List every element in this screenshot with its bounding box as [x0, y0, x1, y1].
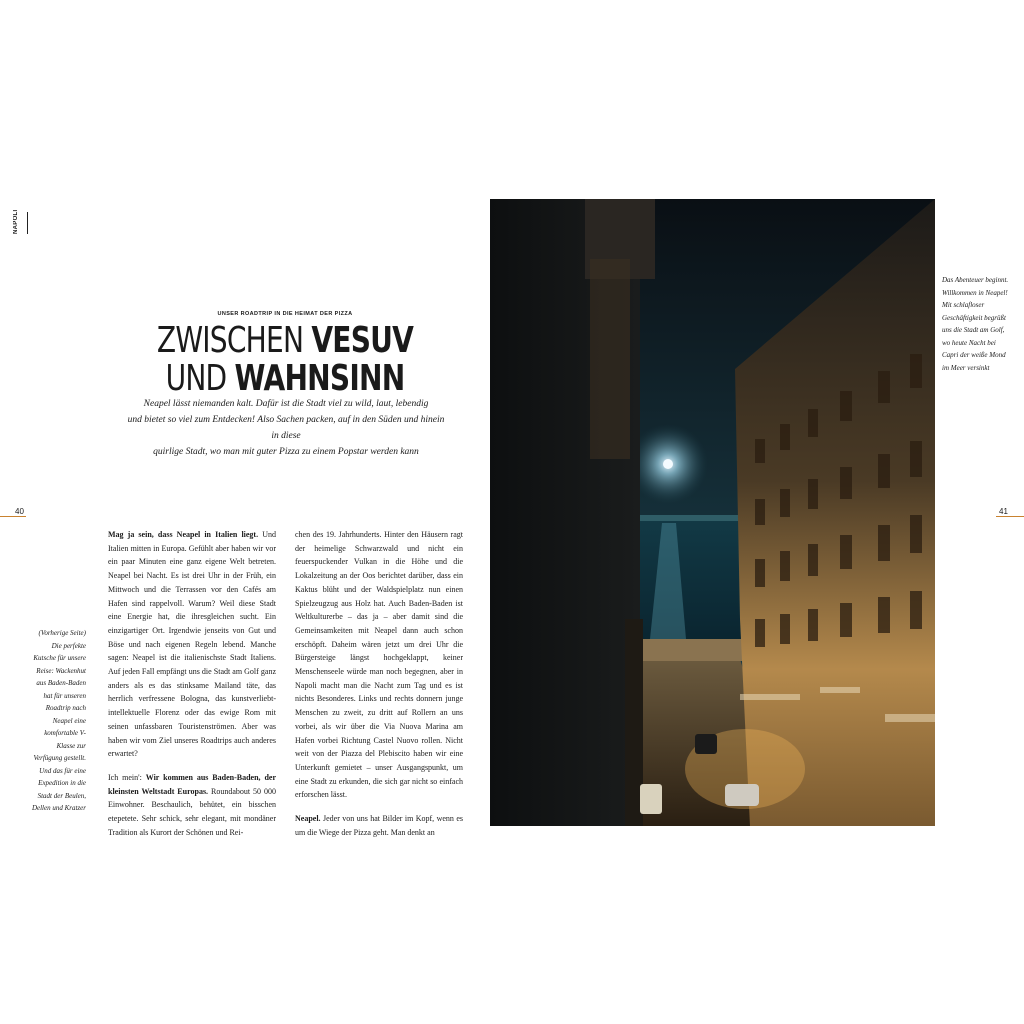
body-column-2	[295, 528, 463, 849]
headline-bold-1: VESUV	[311, 320, 414, 361]
body-lead-in: Wir kommen aus Baden-Baden, der kleinsten Weltstadt Europas.	[108, 772, 277, 796]
headline-line-2	[156, 360, 413, 398]
body-text: chen des 19. Jahrhunderts. Hinter den Häusern ragt der heimelige Schwarzwald und nicht ein feuerspuckender Vulkan in die Höhe und die Lokalzeitung an der Oos berichtet darüber, dass ein Kaktus blüht und der Waldspielplatz nun einen Spielzeugzug aus Holz hat. Auch Baden-Baden ist Weltkulturerbe – das ja – aber damit sind die Gemeinsamkeiten mit Neapel dann auch schon erschöpft. Daheim wären jetzt um drei Uhr die Bürgersteige längst hochgeklappt, keiner Menschenseele würde man noch begegnen, aber in Napoli macht man die Nacht zum Tag und es ist nichts Besonderes. Links und rechts donnern junge Menschen zu zweit, zu dritt auf Rollern an uns vorbei, als wir über die Via Nuova Marina am Hafen vorbei Richtung Castel Nuovo rollen. Nicht weit von der Piazza del Plebiscito haben wir eine Unterkunft gemietet – unser Ausgangspunkt, um eine Stadt zu erkunden, die sich gar nicht so einfach erforschen lässt.	[295, 530, 463, 800]
body-text: Ich mein':	[108, 772, 146, 782]
body-lead-in: Neapel.	[295, 814, 321, 824]
headline-light-2: UND	[165, 358, 227, 399]
body-paragraph	[295, 812, 463, 839]
body-column-1	[108, 528, 276, 849]
page-number-left: 40	[15, 507, 24, 516]
lead-line: Neapel lässt niemanden kalt. Dafür ist die Stadt viel zu wild, laut, lebendig	[143, 399, 429, 409]
body-paragraph	[295, 528, 463, 802]
body-paragraph	[108, 528, 276, 761]
body-text: Jeder von uns hat Bilder im Kopf, wenn es um die Wiege der Pizza geht. Man denkt an	[295, 814, 463, 837]
headline-light-1: ZWISCHEN	[156, 320, 304, 361]
caption-right: Das Abenteuer beginnt. Willkommen in Neapel! Mit schlafloser Geschäftigkeit begrüßt uns die Stadt am Golf, wo heute Nacht bei Capri der weiße Mond im Meer versinkt	[942, 276, 1009, 372]
body-text: Und Italien mitten in Europa. Gefühlt aber haben wir vor ein paar Minuten eine ganz eigene Welt betreten. Neapel bei Nacht. Es ist drei Uhr in der Früh, ein Mittwoch und die Terrassen vor den Cafés am Hafen sind rappelvoll. Warum? Weil diese Stadt eine Energie hat, die ihresgleichen sucht. Ein einzigartiger Ort. Irgendwie jenseits von Gut und Böse und nach eigenen Regeln lebend. Manche sagen: Neapel ist die italienischste Stadt Italiens. Auf jeden Fall empfängt uns die Stadt am Golf ganz anders als es das stinksame Mailand täte, das herrlich verfressene Bologna, das kunstverliebt-intellektuelle Florenz oder das ewige Rom mit seinen unfassbaren Touristenströmen. Aber was haben wir vom Ziel unseres Roadtrips auch anderes erwartet?	[108, 530, 276, 759]
body-text: Roundabout 50 000 Einwohner. Beschaulich, behütet, ein bisschen etepetete. Sehr schick, sehr elegant, mit mondäner Tradition als Kurort der Schönen und Rei-	[108, 786, 277, 837]
running-head	[13, 209, 28, 234]
page-rule-left	[0, 516, 26, 517]
night-street-illustration	[490, 199, 935, 826]
lead-line: und bietet so viel zum Entdecken! Also Sachen packen, auf in den Süden und hinein in diese	[127, 415, 445, 441]
body-lead-in: Mag ja sein, dass Neapel in Italien liegt.	[108, 530, 259, 539]
body-paragraph	[108, 771, 276, 840]
headline-line-1	[156, 322, 413, 360]
page-rule-right	[996, 516, 1024, 517]
lead-line: quirlige Stadt, wo man mit guter Pizza zu einem Popstar werden kann	[153, 447, 419, 457]
page-number-right: 41	[999, 507, 1008, 516]
headline-bold-2: WAHNSINN	[234, 358, 405, 399]
kicker: UNSER ROADTRIP IN DIE HEIMAT DER PIZZA	[217, 311, 353, 317]
lead-paragraph	[126, 396, 446, 460]
headline	[120, 322, 450, 398]
caption-left: (Vorherige Seite) Die perfekte Kutsche für unsere Reise: Wackenhut aus Baden-Baden hat für unseren Roadtrip nach Neapel eine komfortable V-Klasse zur Verfügung gestellt. Und das für eine Expedition in die Stadt der Beulen, Dellen und Kratzer	[31, 629, 86, 812]
running-head-label: NAPOLI	[13, 209, 19, 234]
night-street-photo	[490, 199, 935, 826]
